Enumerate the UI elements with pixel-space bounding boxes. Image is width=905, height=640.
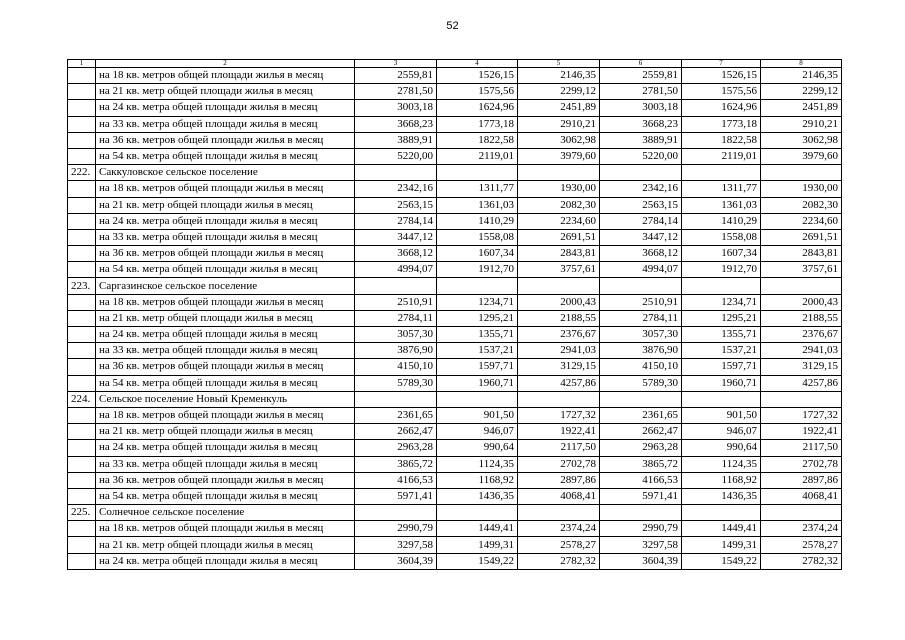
settlement-name-cell: Саргазинское сельское поселение (96, 278, 355, 294)
row-number-cell (68, 84, 96, 100)
value-cell (761, 391, 842, 407)
description-cell: на 18 кв. метров общей площади жилья в месяц (96, 407, 355, 423)
value-cell: 2691,51 (761, 229, 842, 245)
row-number-cell (68, 229, 96, 245)
column-number: 7 (682, 60, 761, 68)
row-number-cell: 224. (68, 391, 96, 407)
value-cell: 1597,71 (437, 359, 518, 375)
description-cell: на 54 кв. метра общей площади жилья в месяц (96, 488, 355, 504)
value-cell: 1410,29 (682, 213, 761, 229)
value-cell: 2963,28 (600, 440, 682, 456)
value-cell: 1558,08 (682, 229, 761, 245)
value-cell (682, 391, 761, 407)
table-row (68, 440, 842, 456)
value-cell: 2897,86 (761, 472, 842, 488)
column-number: 8 (761, 60, 842, 68)
value-cell: 2234,60 (761, 213, 842, 229)
description-cell: на 36 кв. метров общей площади жилья в месяц (96, 472, 355, 488)
value-cell: 4166,53 (600, 472, 682, 488)
value-cell: 5220,00 (600, 148, 682, 164)
table-row (68, 181, 842, 197)
description-cell: на 33 кв. метра общей площади жилья в месяц (96, 116, 355, 132)
value-cell (355, 505, 437, 521)
table-row (68, 197, 842, 213)
value-cell (682, 278, 761, 294)
value-cell: 1930,00 (761, 181, 842, 197)
table-row (68, 132, 842, 148)
value-cell: 3889,91 (600, 132, 682, 148)
value-cell: 4068,41 (761, 488, 842, 504)
value-cell: 2702,78 (518, 456, 600, 472)
row-number-cell (68, 553, 96, 569)
description-cell: на 36 кв. метров общей площади жилья в месяц (96, 132, 355, 148)
value-cell: 2000,43 (761, 294, 842, 310)
value-cell: 2000,43 (518, 294, 600, 310)
row-number-cell (68, 310, 96, 326)
value-cell: 1311,77 (437, 181, 518, 197)
value-cell: 2510,91 (355, 294, 437, 310)
table-row (68, 343, 842, 359)
value-cell: 2910,21 (518, 116, 600, 132)
value-cell: 3003,18 (355, 100, 437, 116)
value-cell: 2361,65 (600, 407, 682, 423)
column-number: 3 (355, 60, 437, 68)
value-cell (761, 505, 842, 521)
settlement-name-cell: Сельское поселение Новый Кременкуль (96, 391, 355, 407)
table-row (68, 68, 842, 84)
table-row (68, 424, 842, 440)
value-cell: 1355,71 (437, 327, 518, 343)
value-cell (682, 165, 761, 181)
value-cell: 3003,18 (600, 100, 682, 116)
value-cell (355, 278, 437, 294)
value-cell: 2117,50 (761, 440, 842, 456)
table-row (68, 359, 842, 375)
description-cell: на 54 кв. метра общей площади жилья в месяц (96, 262, 355, 278)
value-cell: 2342,16 (600, 181, 682, 197)
value-cell: 3876,90 (600, 343, 682, 359)
row-number-cell: 222. (68, 165, 96, 181)
table-row (68, 456, 842, 472)
description-cell: на 33 кв. метра общей площади жилья в месяц (96, 456, 355, 472)
row-number-cell (68, 327, 96, 343)
value-cell: 3876,90 (355, 343, 437, 359)
row-number-cell (68, 440, 96, 456)
value-cell: 4994,07 (355, 262, 437, 278)
value-cell: 1124,35 (682, 456, 761, 472)
value-cell: 5789,30 (600, 375, 682, 391)
value-cell: 1912,70 (437, 262, 518, 278)
value-cell: 1912,70 (682, 262, 761, 278)
section-header-row (68, 391, 842, 407)
value-cell: 3865,72 (355, 456, 437, 472)
value-cell: 2702,78 (761, 456, 842, 472)
value-cell: 1168,92 (682, 472, 761, 488)
value-cell: 1575,56 (682, 84, 761, 100)
description-cell: на 21 кв. метр общей площади жилья в месяц (96, 537, 355, 553)
description-cell: на 18 кв. метров общей площади жилья в месяц (96, 294, 355, 310)
value-cell (437, 165, 518, 181)
value-cell: 2146,35 (761, 68, 842, 84)
description-cell: на 18 кв. метров общей площади жилья в месяц (96, 521, 355, 537)
value-cell: 1558,08 (437, 229, 518, 245)
value-cell: 1436,35 (437, 488, 518, 504)
value-cell: 2119,01 (682, 148, 761, 164)
value-cell: 2691,51 (518, 229, 600, 245)
value-cell: 1449,41 (682, 521, 761, 537)
table-row (68, 407, 842, 423)
value-cell: 1355,71 (682, 327, 761, 343)
value-cell: 990,64 (437, 440, 518, 456)
value-cell: 1624,96 (682, 100, 761, 116)
value-cell: 2299,12 (518, 84, 600, 100)
value-cell: 2782,32 (518, 553, 600, 569)
table-row (68, 521, 842, 537)
value-cell: 2188,55 (761, 310, 842, 326)
row-number-cell: 225. (68, 505, 96, 521)
value-cell: 2781,50 (355, 84, 437, 100)
value-cell: 1361,03 (682, 197, 761, 213)
row-number-cell (68, 68, 96, 84)
value-cell (600, 165, 682, 181)
settlement-name-cell: Саккуловское сельское поселение (96, 165, 355, 181)
description-cell: на 18 кв. метров общей площади жилья в месяц (96, 181, 355, 197)
row-number-cell (68, 213, 96, 229)
table-row (68, 100, 842, 116)
value-cell: 2234,60 (518, 213, 600, 229)
value-cell (437, 391, 518, 407)
settlement-name-cell: Солнечное сельское поселение (96, 505, 355, 521)
column-number: 2 (96, 60, 355, 68)
description-cell: на 24 кв. метра общей площади жилья в месяц (96, 553, 355, 569)
value-cell: 3757,61 (761, 262, 842, 278)
value-cell: 1311,77 (682, 181, 761, 197)
row-number-cell (68, 116, 96, 132)
column-number: 6 (600, 60, 682, 68)
value-cell: 2897,86 (518, 472, 600, 488)
value-cell: 2119,01 (437, 148, 518, 164)
row-number-cell (68, 537, 96, 553)
value-cell: 2941,03 (518, 343, 600, 359)
value-cell: 1234,71 (437, 294, 518, 310)
value-cell: 4150,10 (355, 359, 437, 375)
value-cell: 2784,11 (355, 310, 437, 326)
value-cell: 2376,67 (518, 327, 600, 343)
value-cell: 1549,22 (437, 553, 518, 569)
value-cell: 1537,21 (437, 343, 518, 359)
value-cell: 1410,29 (437, 213, 518, 229)
table-row (68, 262, 842, 278)
value-cell: 2662,47 (355, 424, 437, 440)
value-cell: 1624,96 (437, 100, 518, 116)
description-cell: на 54 кв. метра общей площади жилья в месяц (96, 148, 355, 164)
column-number-row (68, 60, 842, 68)
row-number-cell (68, 521, 96, 537)
table-row (68, 294, 842, 310)
value-cell: 901,50 (682, 407, 761, 423)
value-cell: 5789,30 (355, 375, 437, 391)
value-cell: 2784,11 (600, 310, 682, 326)
value-cell (355, 165, 437, 181)
row-number-cell (68, 343, 96, 359)
row-number-cell (68, 488, 96, 504)
description-cell: на 33 кв. метра общей площади жилья в месяц (96, 343, 355, 359)
row-number-cell (68, 132, 96, 148)
value-cell: 1295,21 (682, 310, 761, 326)
section-header-row (68, 165, 842, 181)
table-body (68, 60, 842, 570)
value-cell (437, 505, 518, 521)
table-row (68, 537, 842, 553)
value-cell (518, 278, 600, 294)
value-cell: 1773,18 (437, 116, 518, 132)
value-cell: 1549,22 (682, 553, 761, 569)
column-number: 5 (518, 60, 600, 68)
row-number-cell (68, 472, 96, 488)
value-cell: 2374,24 (518, 521, 600, 537)
value-cell: 1575,56 (437, 84, 518, 100)
value-cell: 1234,71 (682, 294, 761, 310)
value-cell (518, 505, 600, 521)
description-cell: на 54 кв. метра общей площади жилья в месяц (96, 375, 355, 391)
table-row (68, 310, 842, 326)
value-cell: 1124,35 (437, 456, 518, 472)
description-cell: на 33 кв. метра общей площади жилья в месяц (96, 229, 355, 245)
value-cell: 3057,30 (600, 327, 682, 343)
value-cell: 2843,81 (518, 246, 600, 262)
value-cell: 1930,00 (518, 181, 600, 197)
description-cell: на 18 кв. метров общей площади жилья в месяц (96, 68, 355, 84)
value-cell: 3447,12 (600, 229, 682, 245)
value-cell: 2963,28 (355, 440, 437, 456)
row-number-cell (68, 359, 96, 375)
value-cell: 3604,39 (355, 553, 437, 569)
description-cell: на 21 кв. метр общей площади жилья в месяц (96, 84, 355, 100)
row-number-cell (68, 181, 96, 197)
value-cell: 2578,27 (761, 537, 842, 553)
row-number-cell (68, 456, 96, 472)
row-number-cell (68, 294, 96, 310)
value-cell: 3062,98 (518, 132, 600, 148)
value-cell: 3129,15 (761, 359, 842, 375)
row-number-cell (68, 246, 96, 262)
value-cell: 3129,15 (518, 359, 600, 375)
table-row (68, 488, 842, 504)
value-cell: 1822,58 (682, 132, 761, 148)
table-row (68, 375, 842, 391)
value-cell (600, 278, 682, 294)
value-cell: 1436,35 (682, 488, 761, 504)
table-row (68, 148, 842, 164)
value-cell: 2082,30 (761, 197, 842, 213)
table-row (68, 229, 842, 245)
description-cell: на 21 кв. метр общей площади жилья в месяц (96, 310, 355, 326)
value-cell: 1499,31 (437, 537, 518, 553)
value-cell: 3447,12 (355, 229, 437, 245)
description-cell: на 24 кв. метра общей площади жилья в месяц (96, 213, 355, 229)
value-cell: 2559,81 (355, 68, 437, 84)
value-cell: 2563,15 (355, 197, 437, 213)
value-cell: 2990,79 (600, 521, 682, 537)
value-cell: 5971,41 (600, 488, 682, 504)
value-cell: 2662,47 (600, 424, 682, 440)
description-cell: на 36 кв. метров общей площади жилья в месяц (96, 246, 355, 262)
value-cell: 2299,12 (761, 84, 842, 100)
value-cell: 1361,03 (437, 197, 518, 213)
row-number-cell (68, 148, 96, 164)
table-row (68, 553, 842, 569)
row-number-cell (68, 424, 96, 440)
value-cell: 3668,12 (600, 246, 682, 262)
value-cell: 2082,30 (518, 197, 600, 213)
column-number: 4 (437, 60, 518, 68)
value-cell: 1773,18 (682, 116, 761, 132)
value-cell: 3979,60 (518, 148, 600, 164)
value-cell: 3297,58 (600, 537, 682, 553)
value-cell: 1960,71 (437, 375, 518, 391)
value-cell: 4150,10 (600, 359, 682, 375)
table-row (68, 116, 842, 132)
value-cell (761, 165, 842, 181)
value-cell (761, 278, 842, 294)
value-cell: 990,64 (682, 440, 761, 456)
value-cell: 1727,32 (518, 407, 600, 423)
page-number: 52 (446, 20, 459, 32)
value-cell: 4257,86 (761, 375, 842, 391)
value-cell (600, 505, 682, 521)
value-cell: 1727,32 (761, 407, 842, 423)
table-row (68, 246, 842, 262)
description-cell: на 24 кв. метра общей площади жилья в месяц (96, 440, 355, 456)
value-cell: 3668,12 (355, 246, 437, 262)
value-cell: 1597,71 (682, 359, 761, 375)
value-cell: 1526,15 (682, 68, 761, 84)
value-cell (518, 165, 600, 181)
value-cell: 2188,55 (518, 310, 600, 326)
table-row (68, 472, 842, 488)
value-cell: 1922,41 (518, 424, 600, 440)
value-cell: 2941,03 (761, 343, 842, 359)
value-cell: 2376,67 (761, 327, 842, 343)
description-cell: на 21 кв. метр общей площади жилья в месяц (96, 424, 355, 440)
value-cell: 4068,41 (518, 488, 600, 504)
row-number-cell: 223. (68, 278, 96, 294)
value-cell: 3604,39 (600, 553, 682, 569)
value-cell: 946,07 (682, 424, 761, 440)
value-cell: 3062,98 (761, 132, 842, 148)
value-cell: 3865,72 (600, 456, 682, 472)
value-cell: 5971,41 (355, 488, 437, 504)
value-cell: 4166,53 (355, 472, 437, 488)
value-cell: 3757,61 (518, 262, 600, 278)
value-cell: 2146,35 (518, 68, 600, 84)
value-cell: 2910,21 (761, 116, 842, 132)
tariff-table (67, 59, 842, 570)
value-cell (600, 391, 682, 407)
value-cell: 3668,23 (355, 116, 437, 132)
value-cell: 3668,23 (600, 116, 682, 132)
row-number-cell (68, 197, 96, 213)
row-number-cell (68, 262, 96, 278)
value-cell: 946,07 (437, 424, 518, 440)
value-cell: 2843,81 (761, 246, 842, 262)
value-cell: 5220,00 (355, 148, 437, 164)
value-cell: 2563,15 (600, 197, 682, 213)
value-cell: 2342,16 (355, 181, 437, 197)
value-cell: 1168,92 (437, 472, 518, 488)
column-number: 1 (68, 60, 96, 68)
value-cell: 1922,41 (761, 424, 842, 440)
value-cell: 2510,91 (600, 294, 682, 310)
value-cell: 2451,89 (518, 100, 600, 116)
section-header-row (68, 278, 842, 294)
value-cell: 1449,41 (437, 521, 518, 537)
value-cell: 2451,89 (761, 100, 842, 116)
row-number-cell (68, 407, 96, 423)
value-cell: 2784,14 (355, 213, 437, 229)
value-cell (437, 278, 518, 294)
description-cell: на 24 кв. метра общей площади жилья в месяц (96, 327, 355, 343)
value-cell: 1537,21 (682, 343, 761, 359)
value-cell: 3057,30 (355, 327, 437, 343)
value-cell: 1822,58 (437, 132, 518, 148)
value-cell: 2990,79 (355, 521, 437, 537)
row-number-cell (68, 375, 96, 391)
value-cell (518, 391, 600, 407)
value-cell: 2361,65 (355, 407, 437, 423)
value-cell: 901,50 (437, 407, 518, 423)
value-cell: 2117,50 (518, 440, 600, 456)
value-cell (355, 391, 437, 407)
row-number-cell (68, 100, 96, 116)
value-cell: 2374,24 (761, 521, 842, 537)
value-cell: 2784,14 (600, 213, 682, 229)
description-cell: на 24 кв. метра общей площади жилья в месяц (96, 100, 355, 116)
value-cell: 1607,34 (682, 246, 761, 262)
value-cell: 2782,32 (761, 553, 842, 569)
value-cell: 1499,31 (682, 537, 761, 553)
table-row (68, 84, 842, 100)
value-cell: 4257,86 (518, 375, 600, 391)
table-row (68, 327, 842, 343)
value-cell: 1960,71 (682, 375, 761, 391)
value-cell: 2559,81 (600, 68, 682, 84)
value-cell: 2781,50 (600, 84, 682, 100)
value-cell: 3297,58 (355, 537, 437, 553)
value-cell: 3979,60 (761, 148, 842, 164)
value-cell: 3889,91 (355, 132, 437, 148)
table-row (68, 213, 842, 229)
value-cell: 1526,15 (437, 68, 518, 84)
description-cell: на 21 кв. метр общей площади жилья в месяц (96, 197, 355, 213)
value-cell: 4994,07 (600, 262, 682, 278)
value-cell: 2578,27 (518, 537, 600, 553)
value-cell: 1295,21 (437, 310, 518, 326)
description-cell: на 36 кв. метров общей площади жилья в месяц (96, 359, 355, 375)
section-header-row (68, 505, 842, 521)
value-cell (682, 505, 761, 521)
value-cell: 1607,34 (437, 246, 518, 262)
